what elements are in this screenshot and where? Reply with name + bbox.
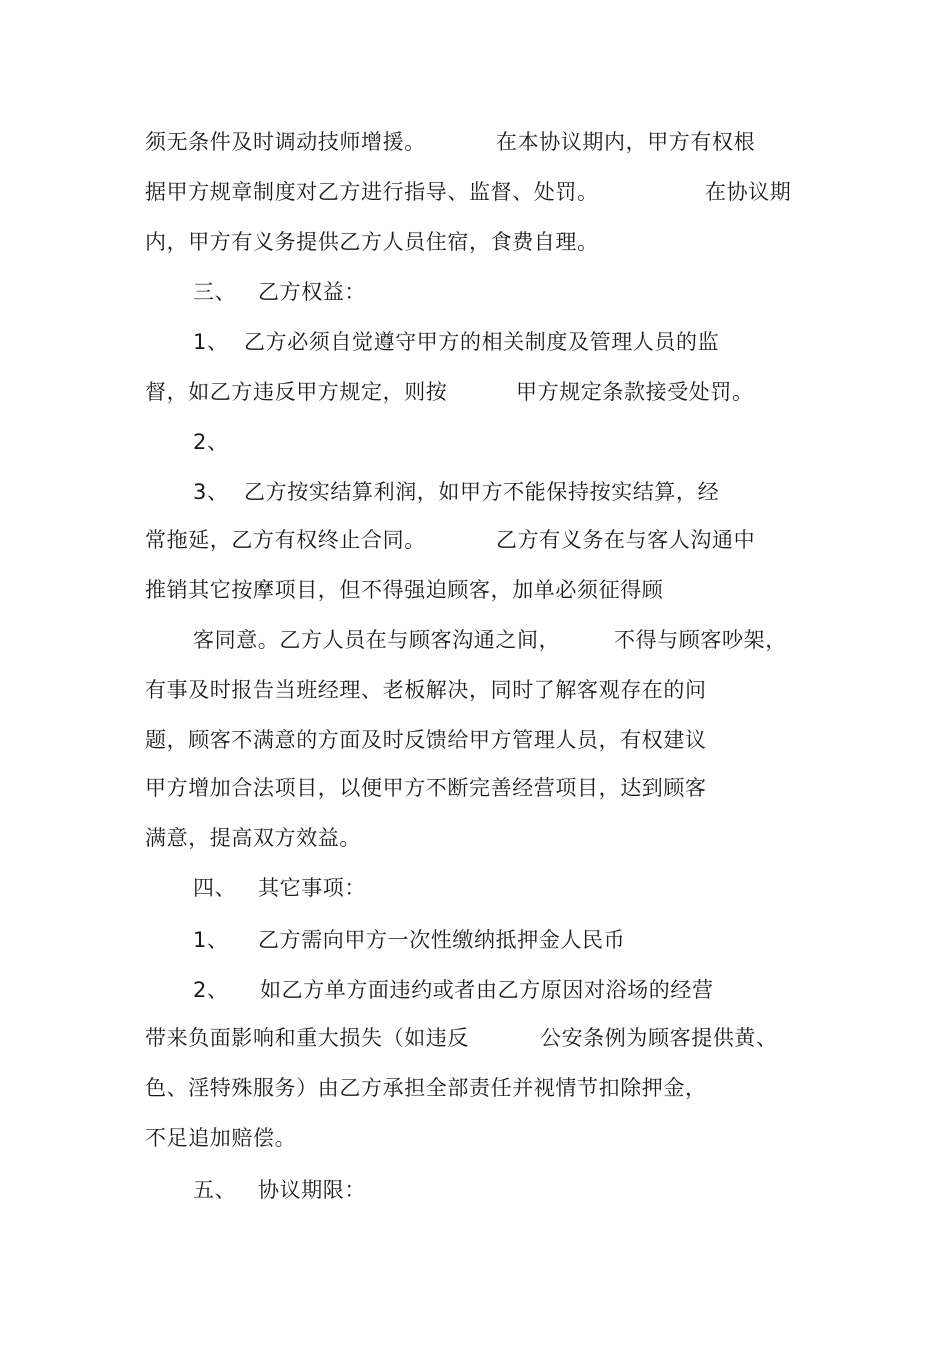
list-item: 1、 乙方必须自觉遵守甲方的相关制度及管理人员的监: [193, 327, 229, 357]
text-line: 有事及时报告当班经理、老板解决，同时了解客观存在的问: [145, 678, 707, 702]
text-segment: 不得与顾客吵架，: [614, 628, 787, 652]
text-line: 推销其它按摩项目，但不得强迫顾客，加单必须征得顾: [145, 578, 664, 602]
text-segment: 乙方必须自觉遵守甲方的相关制度及管理人员的监: [244, 330, 720, 354]
text-line: 不足追加赔偿。: [145, 1126, 297, 1150]
text-line: 客同意。乙方人员在与顾客沟通之间， 不得与顾客吵架，: [193, 625, 560, 655]
section-heading: 四、 其它事项：: [193, 873, 236, 903]
text-line: 甲方增加合法项目，以便甲方不断完善经营项目，达到顾客: [145, 776, 707, 800]
text-line: 督，如乙方违反甲方规定，则按 甲方规定条款接受处罚。: [145, 377, 447, 407]
text-line: 题，顾客不满意的方面及时反馈给甲方管理人员，有权建议: [145, 728, 707, 752]
list-item: 2、: [193, 430, 229, 454]
text-line: 常拖延，乙方有权终止合同。 乙方有义务在与客人沟通中: [145, 525, 426, 555]
list-item: 2、 如乙方单方面违约或者由乙方原因对浴场的经营: [193, 975, 229, 1005]
text-line: 满意，提高双方效益。: [145, 826, 361, 850]
list-item: 1、 乙方需向甲方一次性缴纳抵押金人民币: [193, 925, 229, 955]
text-segment: 乙方按实结算利润，如甲方不能保持按实结算，经: [244, 480, 720, 504]
text-segment: 公安条例为顾客提供黄、: [540, 1026, 778, 1050]
text-segment: 甲方规定条款接受处罚。: [516, 380, 754, 404]
text-segment: 协议期限：: [258, 1178, 366, 1202]
text-segment: 乙方权益：: [258, 280, 366, 304]
text-line: 色、淫特殊服务）由乙方承担全部责任并视情节扣除押金，: [145, 1076, 707, 1100]
list-item: 3、 乙方按实结算利润，如甲方不能保持按实结算，经: [193, 477, 229, 507]
text-segment: 其它事项：: [258, 876, 366, 900]
text-line: 据甲方规章制度对乙方进行指导、监督、处罚。 在协议期: [145, 177, 599, 207]
text-segment: 乙方需向甲方一次性缴纳抵押金人民币: [258, 928, 626, 952]
text-segment: 在协议期: [705, 180, 792, 204]
text-segment: 乙方有义务在与客人沟通中: [496, 528, 756, 552]
text-segment: 如乙方单方面违约或者由乙方原因对浴场的经营: [260, 978, 714, 1002]
text-line: 内，甲方有义务提供乙方人员住宿，食费自理。: [145, 230, 599, 254]
section-heading: 三、 乙方权益：: [193, 277, 236, 307]
text-line: 带来负面影响和重大损失（如违反 公安条例为顾客提供黄、: [145, 1023, 469, 1053]
section-heading: 五、 协议期限：: [193, 1175, 236, 1205]
text-segment: 在本协议期内，甲方有权根: [496, 130, 756, 154]
text-line: 须无条件及时调动技师增援。 在本协议期内，甲方有权根: [145, 127, 426, 157]
